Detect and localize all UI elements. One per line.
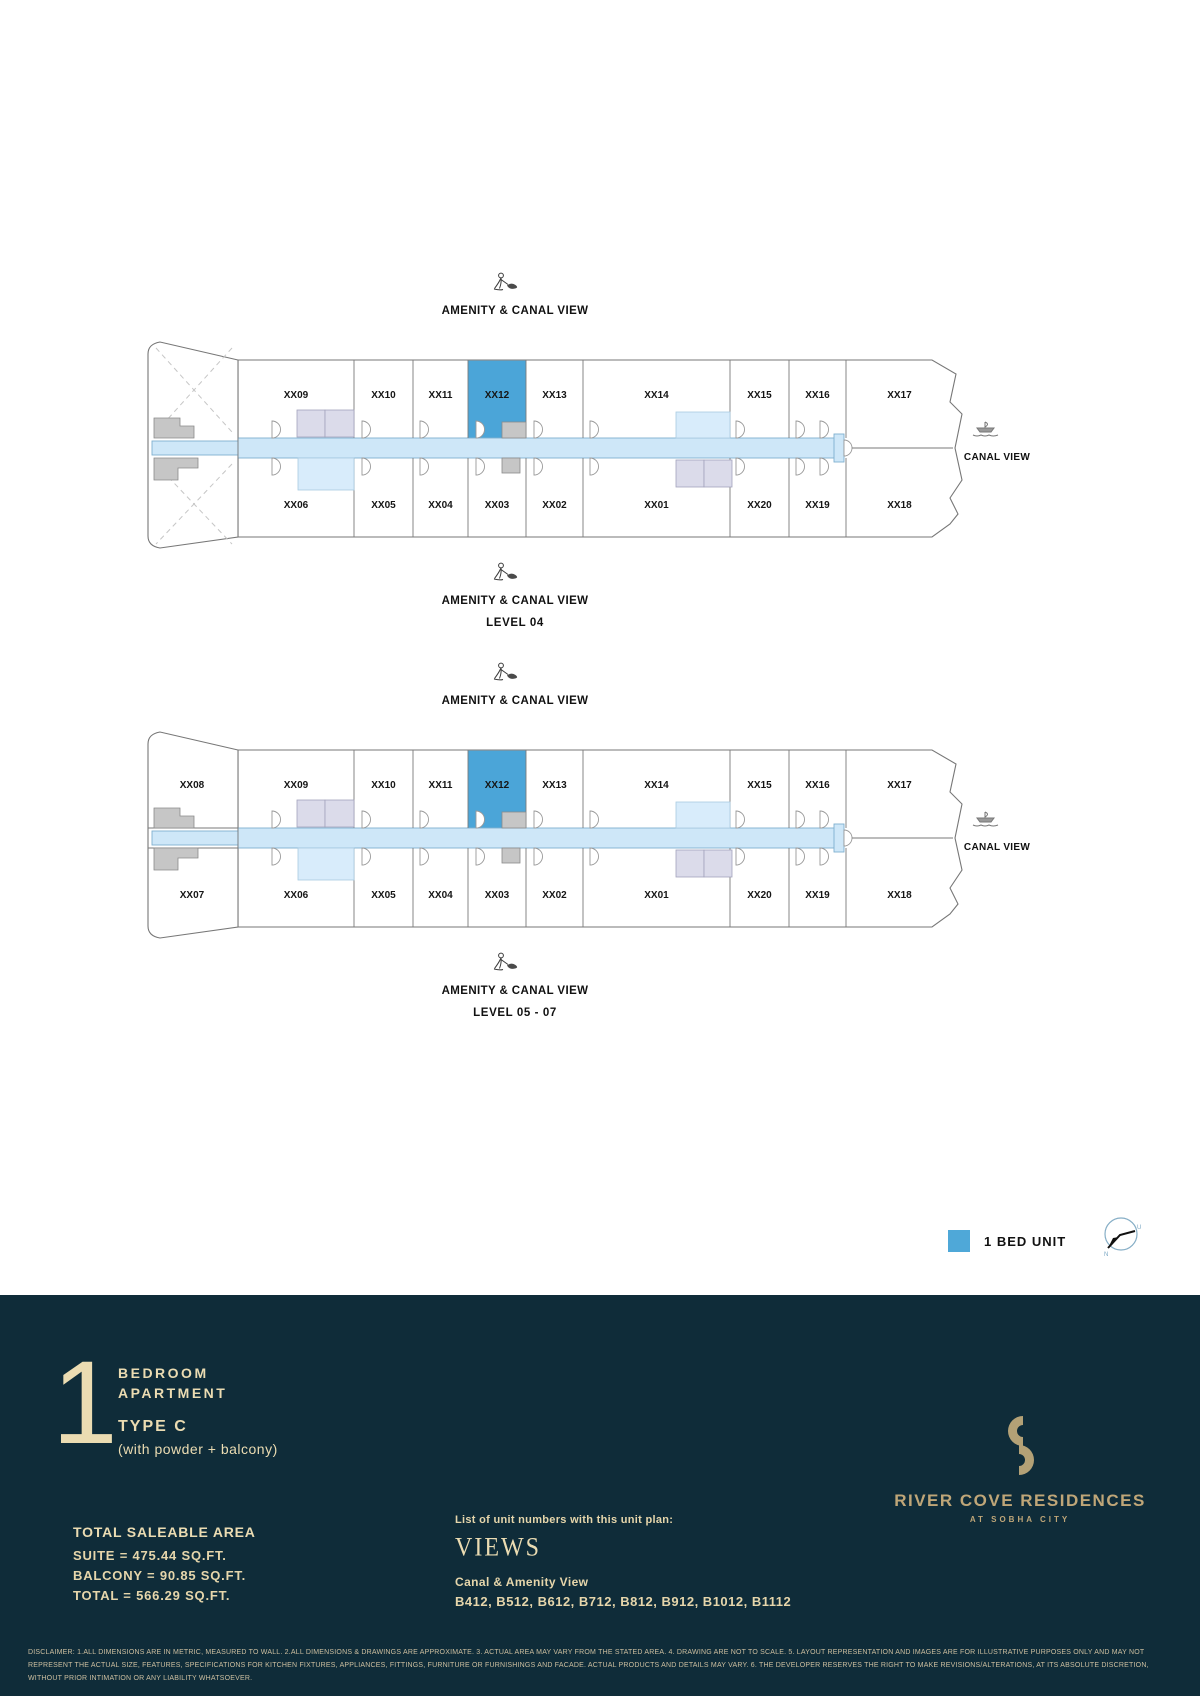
unit-label-xx20: XX20 (747, 890, 772, 901)
area-suite: SUITE = 475.44 SQ.FT. (73, 1548, 227, 1563)
amenity-person-icon (494, 563, 517, 580)
canal-boat-icon (973, 422, 998, 436)
unit-label-xx18: XX18 (887, 500, 912, 511)
amenity-person-icon (494, 663, 517, 680)
corridor (238, 828, 838, 848)
level-label: LEVEL 04 (486, 617, 544, 629)
amenity-view-label-top: AMENITY & CANAL VIEW (441, 305, 589, 317)
area-title: TOTAL SALEABLE AREA (73, 1524, 256, 1540)
compass-icon (1098, 1212, 1146, 1260)
river-cove-logo-icon (993, 1415, 1049, 1477)
unit-label-xx02: XX02 (542, 890, 567, 901)
unit-label-xx11: XX11 (428, 390, 453, 401)
disclaimer-text: DISCLAIMER: 1.ALL DIMENSIONS ARE IN METRIC, MEASURED TO WALL. 2.ALL DIMENSIONS & DRAWINGS ARE APPROXIMATE. 3. ACTUAL AREA MAY VARY FROM THE STATED AREA. 4. DRAWING ARE NOT TO SCALE. 5. LAYOUT REPRESENTATION AND IMAGES ARE FOR ILLUSTRATIVE PURPOSES ONLY AND MAY NOT REPRESENT THE ACTUAL SIZE, FEATURES, SPECIFICATIONS FOR KITCHEN FIXTURES, APPLIANCES, FITTINGS, FURNITURE OR FURNISHINGS AND FACADE. ACTUAL PRODUCTS AND DETAILS MAY VARY. 6. THE DEVELOPER RESERVES THE RIGHT TO MAKE REVISIONS/ALTERATIONS, AT ITS ABSOLUTE DISCRETION, WITHOUT PRIOR INTIMATION OR ANY LIABILITY WHATSOEVER. (28, 1649, 1149, 1682)
legend-label: 1 BED UNIT (984, 1233, 1067, 1249)
level-label: LEVEL 05 - 07 (473, 1007, 557, 1019)
compass-letter-u: U (1137, 1225, 1142, 1231)
unit-label-xx12: XX12 (484, 780, 510, 791)
unit-label-xx10: XX10 (371, 780, 396, 791)
unit-label-xx17: XX17 (887, 390, 912, 401)
unit-label-xx11: XX11 (428, 780, 453, 791)
bedroom-count: 1 (52, 1337, 118, 1469)
floor-plan-level-04 (120, 262, 1080, 642)
unit-label-xx13: XX13 (542, 390, 567, 401)
amenity-view-label-top: AMENITY & CANAL VIEW (441, 695, 589, 707)
unit-label-xx06: XX06 (283, 890, 309, 901)
area-balcony: BALCONY = 90.85 SQ.FT. (73, 1568, 247, 1583)
unit-label-xx01: XX01 (644, 890, 669, 901)
floor-plan-svg (120, 652, 1080, 1032)
canal-boat-icon (973, 812, 998, 826)
unit-label-xx03: XX03 (484, 500, 510, 511)
unit-label-xx05: XX05 (371, 500, 396, 511)
unit-label-xx04: XX04 (428, 500, 453, 511)
unit-label-xx16: XX16 (805, 780, 830, 791)
type-sub-label: (with powder + balcony) (118, 1441, 278, 1457)
amenity-view-label-bottom: AMENITY & CANAL VIEW (441, 595, 589, 607)
area-total: TOTAL = 566.29 SQ.FT. (73, 1588, 231, 1603)
brand-name: RIVER COVE RESIDENCES (894, 1491, 1146, 1510)
apartment-label: APARTMENT (118, 1385, 228, 1401)
views-title: VIEWS (455, 1533, 541, 1563)
unit-label-xx13: XX13 (542, 780, 567, 791)
unit-label-xx15: XX15 (747, 390, 772, 401)
floor-plan-svg (120, 262, 1080, 642)
corridor (238, 438, 838, 458)
unit-label-xx18: XX18 (887, 890, 912, 901)
unit-label-xx20: XX20 (747, 500, 772, 511)
unit-label-xx16: XX16 (805, 390, 830, 401)
corridor-stub (152, 831, 238, 845)
unit-label-xx02: XX02 (542, 500, 567, 511)
unit-label-xx09: XX09 (283, 780, 309, 791)
info-panel (0, 1295, 1200, 1696)
bedroom-label: BEDROOM (118, 1365, 209, 1381)
views-subtitle: Canal & Amenity View (455, 1575, 589, 1589)
amenity-person-icon (494, 953, 517, 970)
compass-letter-n: N (1104, 1252, 1109, 1258)
legend (948, 1230, 1066, 1252)
type-label: TYPE C (118, 1418, 188, 1435)
canal-view-label: CANAL VIEW (963, 452, 1031, 463)
one-bed-unit-swatch-icon (948, 1230, 970, 1252)
unit-label-xx05: XX05 (371, 890, 396, 901)
canal-view-label: CANAL VIEW (963, 842, 1031, 853)
unit-label-xx14: XX14 (644, 780, 669, 791)
amenity-person-icon (494, 273, 517, 290)
unit-label-xx19: XX19 (805, 890, 830, 901)
unit-list-intro: List of unit numbers with this unit plan: (455, 1514, 674, 1526)
unit-numbers-list: B412, B512, B612, B712, B812, B912, B1012, B1112 (455, 1594, 792, 1609)
unit-label-xx12: XX12 (484, 390, 510, 401)
unit-label-xx08: XX08 (179, 780, 205, 791)
unit-label-xx07: XX07 (179, 890, 205, 901)
unit-label-xx06: XX06 (283, 500, 309, 511)
unit-label-xx15: XX15 (747, 780, 772, 791)
unit-label-xx01: XX01 (644, 500, 669, 511)
unit-label-xx17: XX17 (887, 780, 912, 791)
unit-label-xx04: XX04 (428, 890, 453, 901)
unit-label-xx10: XX10 (371, 390, 396, 401)
brand-subtitle: AT SOBHA CITY (969, 1515, 1071, 1524)
floor-plan-level-05-07 (120, 652, 1080, 1032)
unit-label-xx03: XX03 (484, 890, 510, 901)
unit-label-xx09: XX09 (283, 390, 309, 401)
corridor-stub (152, 441, 238, 455)
amenity-view-label-bottom: AMENITY & CANAL VIEW (441, 985, 589, 997)
unit-label-xx19: XX19 (805, 500, 830, 511)
unit-label-xx14: XX14 (644, 390, 669, 401)
